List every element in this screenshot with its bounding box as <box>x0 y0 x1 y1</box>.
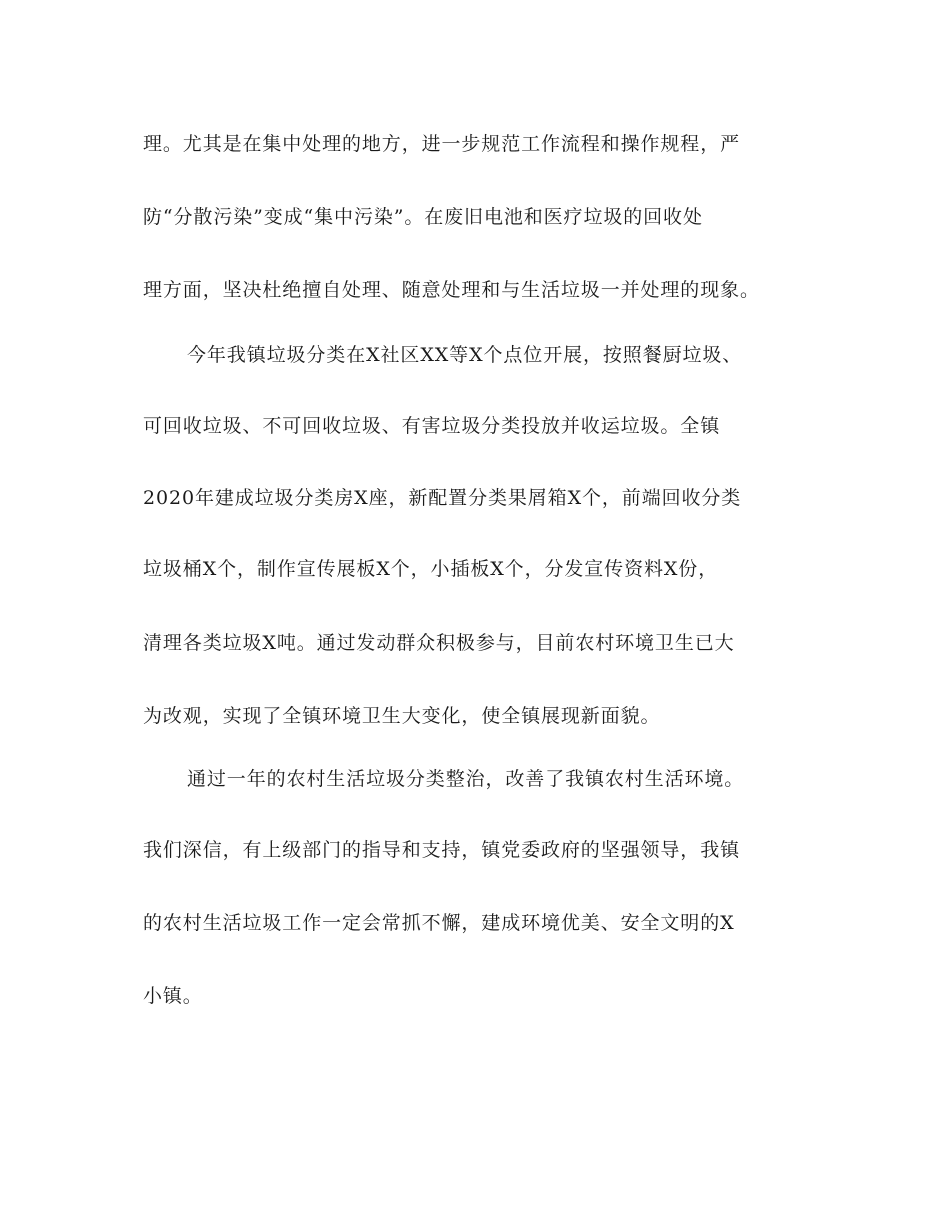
paragraph-start-line: 今年我镇垃圾分类在X社区XX等X个点位开展，按照餐厨垃圾、 <box>187 344 743 366</box>
text-line: 可回收垃圾、不可回收垃圾、有害垃圾分类投放并收运垃圾。全镇 <box>143 415 721 437</box>
paragraph-start-line: 通过一年的农村生活垃圾分类整治，改善了我镇农村生活环境。 <box>187 768 745 790</box>
text-line: 理。尤其是在集中处理的地方，进一步规范工作流程和操作规程，严 <box>143 133 741 155</box>
text-line: 理方面，坚决杜绝擅自处理、随意处理和与生活垃圾一并处理的现象。 <box>143 279 760 301</box>
text-line: 清理各类垃圾X吨。通过发动群众积极参与，目前农村环境卫生已大 <box>143 632 735 654</box>
text-line: 为改观，实现了全镇环境卫生大变化，使全镇展现新面貌。 <box>143 705 661 727</box>
text-line: 垃圾桶X个，制作宣传展板X个，小插板X个，分发宣传资料X份， <box>143 558 719 580</box>
text-line: 2020年建成垃圾分类房X座，新配置分类果屑箱X个，前端回收分类 <box>143 487 742 509</box>
text-line: 小镇。 <box>143 985 203 1007</box>
text-line: 防“分散污染”变成“集中污染”。在废旧电池和医疗垃圾的回收处 <box>143 206 703 228</box>
text-line: 的农村生活垃圾工作一定会常抓不懈，建成环境优美、安全文明的X <box>143 912 735 934</box>
text-line: 我们深信，有上级部门的指导和支持，镇党委政府的坚强领导，我镇 <box>143 839 741 861</box>
